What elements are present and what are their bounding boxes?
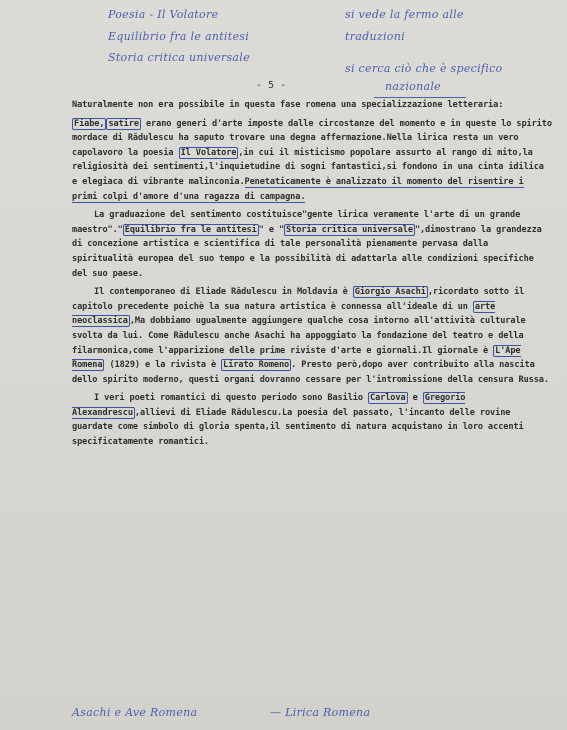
handnote-poesia: Poesia - Il Volatore	[108, 8, 219, 21]
keyword-satire: satire	[108, 118, 139, 129]
p2-text-b: ,in cui il misticismo popolare assurto al rango di mito,la religiosità dei sentimenti,l'inquietudine di sogni fantastici,si fondono in una cinta idilica e elegiaca di vibrante malinconia.	[72, 147, 544, 187]
handnote-storia: Storia critica universale	[108, 51, 250, 64]
handnote-si-vede: si vede la fermo alle	[345, 8, 464, 21]
p5-text-c: ,allievi di Eliade Rădulescu.La poesia del passato, l'incanto delle rovine guardate come simbolo di gloria spenta,il sentimento di natura acquistano in loro accenti specificatamente romantici.	[72, 407, 524, 448]
page-number: - 5 -	[256, 80, 287, 91]
keyword-il-volatore: Il Volatore	[180, 147, 237, 158]
p5-text-b: e	[407, 393, 423, 404]
paragraph-5	[72, 391, 552, 449]
keyword-equilibrio: Equilibrio fra le antitesi	[124, 224, 257, 235]
p4-text-b: ,ricordato sotto il capitolo precedente poichè la sua natura artistica è connessa all'ideale di un	[72, 287, 525, 312]
handnote-specifico: si cerca ciò che è specifico	[345, 62, 503, 75]
p4-text-e: . Presto però,dopo aver contribuito alla nascita dello spirito moderno, questi organi dovranno cessare per l'intromissione della censura Russa.	[72, 360, 549, 385]
handnote-nazionale: nazionale	[385, 80, 441, 93]
typed-body	[72, 98, 552, 454]
keyword-giorgio-asachi: Giorgio Asachi	[354, 287, 426, 298]
p4-text-d: (1829) e la rivista è	[104, 360, 222, 371]
keyword-storia-critica: Storia critica universale	[286, 224, 413, 235]
p4-text-a: Il contemporaneo di Eliade Rădulescu in Moldavia è	[94, 287, 353, 298]
keyword-ape-romena: L'Ape Romena	[72, 345, 521, 371]
p3-text-b: " e "	[258, 224, 285, 235]
handnote-lirica-romena: — Lirica Romena	[270, 706, 371, 719]
paragraph-3	[72, 208, 552, 281]
handnote-asachi-ave: Asachi e Ave Romena	[72, 706, 198, 719]
keyword-carlova: Carlova	[370, 393, 406, 404]
p2-underlined: Penetaticamente è analizzato il momento del risentire i primi colpi d'amore d'una ragazza di campagna.	[72, 176, 524, 202]
p5-text-a: I veri poeti romantici di questo periodo sono Basilio	[94, 393, 368, 404]
keyword-arte-neoclassica: arte neoclassica	[72, 301, 496, 327]
p2-text-a: erano generi d'arte imposte dalle circostanze del momento e in queste lo spirito mordace di Rădulescu ha saputo trovare una degna affermazione.Nella lirica resta un vero capolavoro la poesia	[72, 118, 552, 158]
keyword-gregorio-alexandrescu: Gregorio Alexandrescu	[72, 393, 466, 418]
keyword-fiabe: Fiabe,	[74, 118, 105, 129]
handnote-traduzioni: traduzioni	[345, 30, 405, 43]
keyword-lirato-romeno: Lirato Romeno	[223, 360, 290, 371]
p4-text-c: ,Ma dobbiamo ugualmente aggiungere qualche cosa intorno all'attività culturale svolta da lui. Come Rădulescu anche Asachi ha appoggiato la fondazione del teatro e della filarmonica,come l'apparizione delle prime riviste d'arte e giornali.Il giornale è	[72, 316, 526, 356]
p3-text-a: La graduazione del sentimento costituisce"gente lirica veramente l'arte di un grande maestro"."	[72, 210, 521, 235]
p3-text-c: ",dimostrano la grandezza di concezione artistica e scientifica di tale personalità pienamente pervasa dalla spiritualità europea del suo tempo e la possibilità di adattarla alle condizioni specifiche del suo paese.	[72, 224, 542, 279]
paragraph-2	[72, 117, 552, 205]
paragraph-1: Naturalmente non era possibile in questa fase romena una specializzazione letteraria:	[72, 100, 504, 110]
handnote-equilibrio: Equilibrio fra le antitesi	[108, 30, 250, 43]
paragraph-4	[72, 285, 552, 387]
